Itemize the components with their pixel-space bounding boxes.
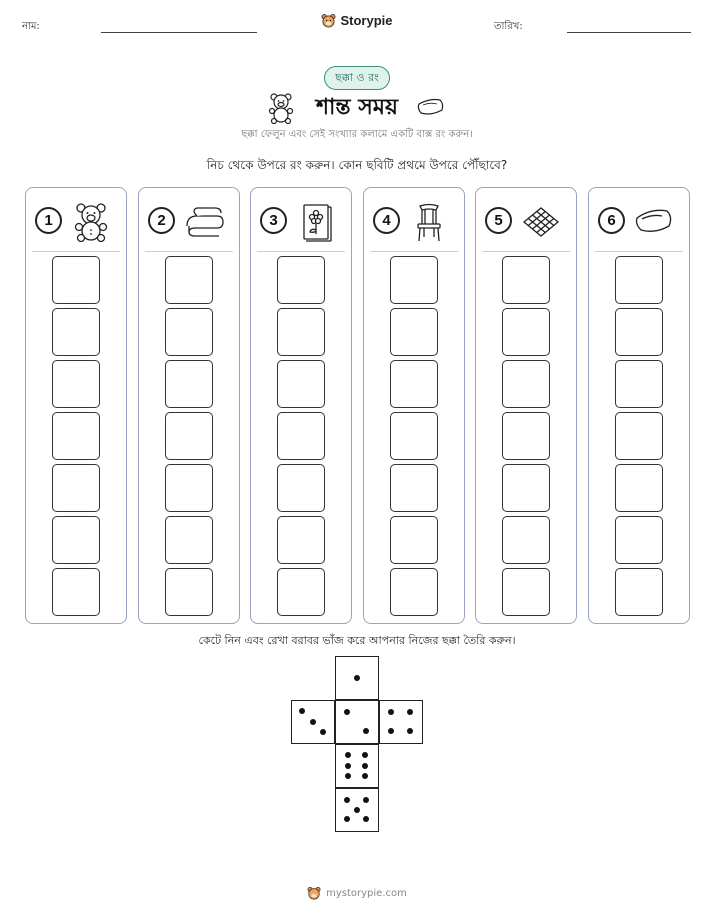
color-box[interactable] [390, 360, 438, 408]
color-box[interactable] [277, 412, 325, 460]
color-box[interactable] [52, 516, 100, 564]
color-box[interactable] [502, 568, 550, 616]
column-divider [370, 251, 458, 252]
column-divider [257, 251, 345, 252]
column-header [139, 202, 239, 242]
dice-pip [388, 709, 394, 715]
column-divider [595, 251, 683, 252]
dice-pip [344, 709, 350, 715]
column-header [364, 202, 464, 242]
color-box[interactable] [390, 412, 438, 460]
color-box[interactable] [52, 308, 100, 356]
dice-face-left [291, 700, 335, 744]
color-box[interactable] [277, 464, 325, 512]
color-box[interactable] [502, 464, 550, 512]
color-box[interactable] [165, 360, 213, 408]
subtitle: ছক্কা ফেলুন এবং সেই সংখ্যার কলামে একটি বাক্স রং করুন। [241, 129, 473, 140]
dice-pip [320, 729, 326, 735]
color-box[interactable] [277, 516, 325, 564]
color-box[interactable] [502, 412, 550, 460]
color-box[interactable] [615, 568, 663, 616]
color-box[interactable] [390, 516, 438, 564]
color-box[interactable] [615, 464, 663, 512]
date-label: তারিখ: [494, 21, 523, 32]
color-box[interactable] [165, 516, 213, 564]
dice-pip [407, 709, 413, 715]
color-box[interactable] [502, 516, 550, 564]
dice-pip [345, 752, 351, 758]
dice-face-top [335, 656, 379, 700]
dice-face-center [335, 700, 379, 744]
column-number: 4 [373, 207, 400, 234]
pillow-icon [416, 96, 446, 118]
color-box[interactable] [390, 464, 438, 512]
bear-mascot-icon [321, 13, 336, 28]
chair-icon [408, 202, 450, 242]
dice-pip [407, 728, 413, 734]
page-title: শান্ত সময় [316, 95, 398, 120]
footer [0, 886, 714, 900]
pillow-icon [633, 202, 675, 242]
color-box[interactable] [52, 464, 100, 512]
column-number: 5 [485, 207, 512, 234]
color-box[interactable] [615, 256, 663, 304]
column-4 [363, 187, 465, 624]
column-number: 6 [598, 207, 625, 234]
color-box[interactable] [615, 516, 663, 564]
color-box[interactable] [52, 256, 100, 304]
color-box[interactable] [52, 360, 100, 408]
dice-pip [363, 816, 369, 822]
teddy-bear-icon [70, 202, 112, 242]
cut-instruction: কেটে নিন এবং রেখা বরাবর ভাঁজ করে আপনার নিজের ছক্কা তৈরি করুন। [198, 634, 516, 647]
color-box[interactable] [502, 256, 550, 304]
color-box[interactable] [502, 360, 550, 408]
column-5 [475, 187, 577, 624]
title-row [0, 88, 714, 128]
column-number: 1 [35, 207, 62, 234]
color-box[interactable] [390, 308, 438, 356]
column-number: 2 [148, 207, 175, 234]
column-divider [32, 251, 120, 252]
color-box[interactable] [165, 256, 213, 304]
dice-pip [362, 752, 368, 758]
column-1 [25, 187, 127, 624]
dice-pip [362, 763, 368, 769]
color-box[interactable] [277, 256, 325, 304]
name-line[interactable] [101, 32, 257, 33]
activity-badge: ছক্কা ও রং [324, 66, 390, 90]
dice-pip [354, 807, 360, 813]
dice-pip [345, 773, 351, 779]
dice-pip [354, 675, 360, 681]
color-box[interactable] [277, 568, 325, 616]
bear-mascot-icon [307, 886, 321, 900]
color-box[interactable] [52, 412, 100, 460]
color-box[interactable] [615, 360, 663, 408]
dice-face-lower [335, 744, 379, 788]
waffle-icon [520, 202, 562, 242]
column-header [251, 202, 351, 242]
dice-pip [310, 719, 316, 725]
column-6 [588, 187, 690, 624]
color-box[interactable] [615, 308, 663, 356]
footer-url[interactable]: mystorypie.com [326, 887, 407, 899]
dice-pip [344, 816, 350, 822]
brand-logo [0, 13, 714, 28]
color-box[interactable] [165, 412, 213, 460]
flower-book-icon [295, 202, 337, 242]
column-3 [250, 187, 352, 624]
color-box[interactable] [390, 568, 438, 616]
date-line[interactable] [567, 32, 691, 33]
column-divider [482, 251, 570, 252]
color-box[interactable] [165, 308, 213, 356]
column-header [26, 202, 126, 242]
color-box[interactable] [165, 464, 213, 512]
color-box[interactable] [277, 360, 325, 408]
color-box[interactable] [277, 308, 325, 356]
column-divider [145, 251, 233, 252]
dice-pip [345, 763, 351, 769]
dice-pip [363, 797, 369, 803]
brand-name: Storypie [340, 13, 393, 28]
dice-face-right [379, 700, 423, 744]
color-box[interactable] [165, 568, 213, 616]
column-header [476, 202, 576, 242]
name-label: নাম: [22, 21, 40, 32]
dice-pip [388, 728, 394, 734]
dice-face-bottom [335, 788, 379, 832]
folded-blanket-icon [183, 202, 225, 242]
column-number: 3 [260, 207, 287, 234]
column-2 [138, 187, 240, 624]
dice-pip [363, 728, 369, 734]
dice-pip [299, 708, 305, 714]
column-header [589, 202, 689, 242]
color-box[interactable] [615, 412, 663, 460]
dice-pip [362, 773, 368, 779]
color-box[interactable] [390, 256, 438, 304]
dice-pip [344, 797, 350, 803]
color-box[interactable] [52, 568, 100, 616]
instruction: নিচ থেকে উপরে রং করুন। কোন ছবিটি প্রথমে উপরে পৌঁছাবে? [206, 158, 508, 172]
color-box[interactable] [502, 308, 550, 356]
